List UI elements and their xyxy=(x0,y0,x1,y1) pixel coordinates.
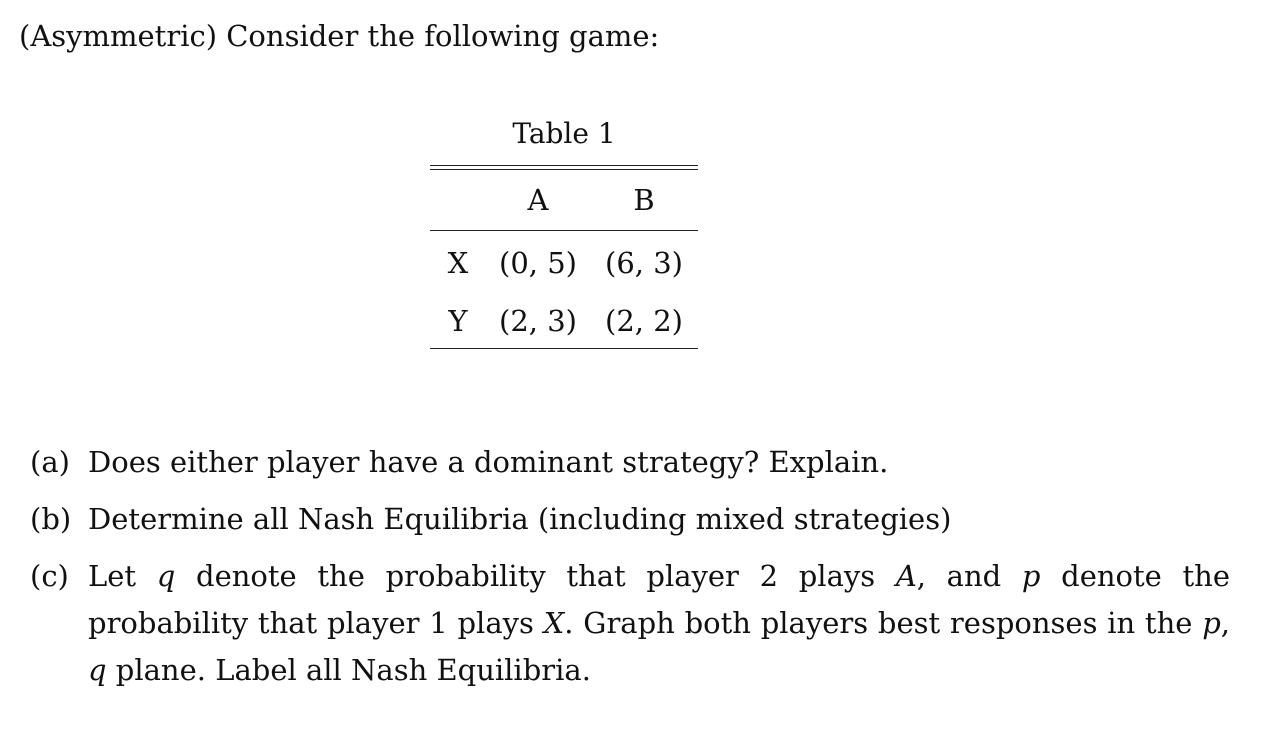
row-label-y: Y xyxy=(448,303,468,338)
table-caption: Table 1 xyxy=(512,117,616,150)
table-row xyxy=(430,233,698,293)
question-a xyxy=(30,439,1230,486)
cell-x-a: (0, 5) xyxy=(499,246,577,280)
math-var: X xyxy=(543,606,565,640)
header-cell-a: A xyxy=(527,183,549,217)
question-text-part: , xyxy=(1220,606,1230,640)
question-text: Does either player have a dominant strategy? Explain. xyxy=(88,445,889,479)
question-c xyxy=(30,553,1230,694)
math-var: q xyxy=(88,653,107,687)
cell-y-a: (2, 3) xyxy=(499,303,577,338)
math-var: p xyxy=(1021,559,1041,593)
table-row xyxy=(430,293,698,348)
question-label: (a) xyxy=(30,445,70,479)
cell-y-b: (2, 2) xyxy=(605,303,683,338)
table-mid-rule xyxy=(430,230,698,231)
question-text-part: . Graph both players best responses in the xyxy=(564,606,1193,640)
math-var: q xyxy=(156,559,176,593)
row-label-x: X xyxy=(447,246,469,280)
payoff-table xyxy=(430,114,698,349)
question-text-part: Let xyxy=(88,559,137,593)
table-header-row xyxy=(430,170,698,230)
question-text xyxy=(88,553,1230,694)
math-var: p xyxy=(1202,606,1221,640)
table-bottom-rule xyxy=(430,348,698,349)
question-b xyxy=(30,496,1230,543)
question-text-part: plane. Label all Nash Equilibria. xyxy=(115,653,591,687)
question-label: (c) xyxy=(30,559,69,593)
question-text: Determine all Nash Equilibria (including mixed strategies) xyxy=(88,502,952,536)
question-text-part: denote the probability that player 1 plays xyxy=(88,559,1231,640)
question-label: (b) xyxy=(30,502,72,536)
math-var: A xyxy=(895,559,917,593)
header-cell-b: B xyxy=(633,183,655,217)
question-text-part: , and xyxy=(916,559,1002,593)
question-list xyxy=(30,439,1230,704)
cell-x-b: (6, 3) xyxy=(605,246,683,280)
intro-text: (Asymmetric) Consider the following game: xyxy=(19,19,660,53)
question-text-part: denote the probability that player 2 plays xyxy=(196,559,876,593)
